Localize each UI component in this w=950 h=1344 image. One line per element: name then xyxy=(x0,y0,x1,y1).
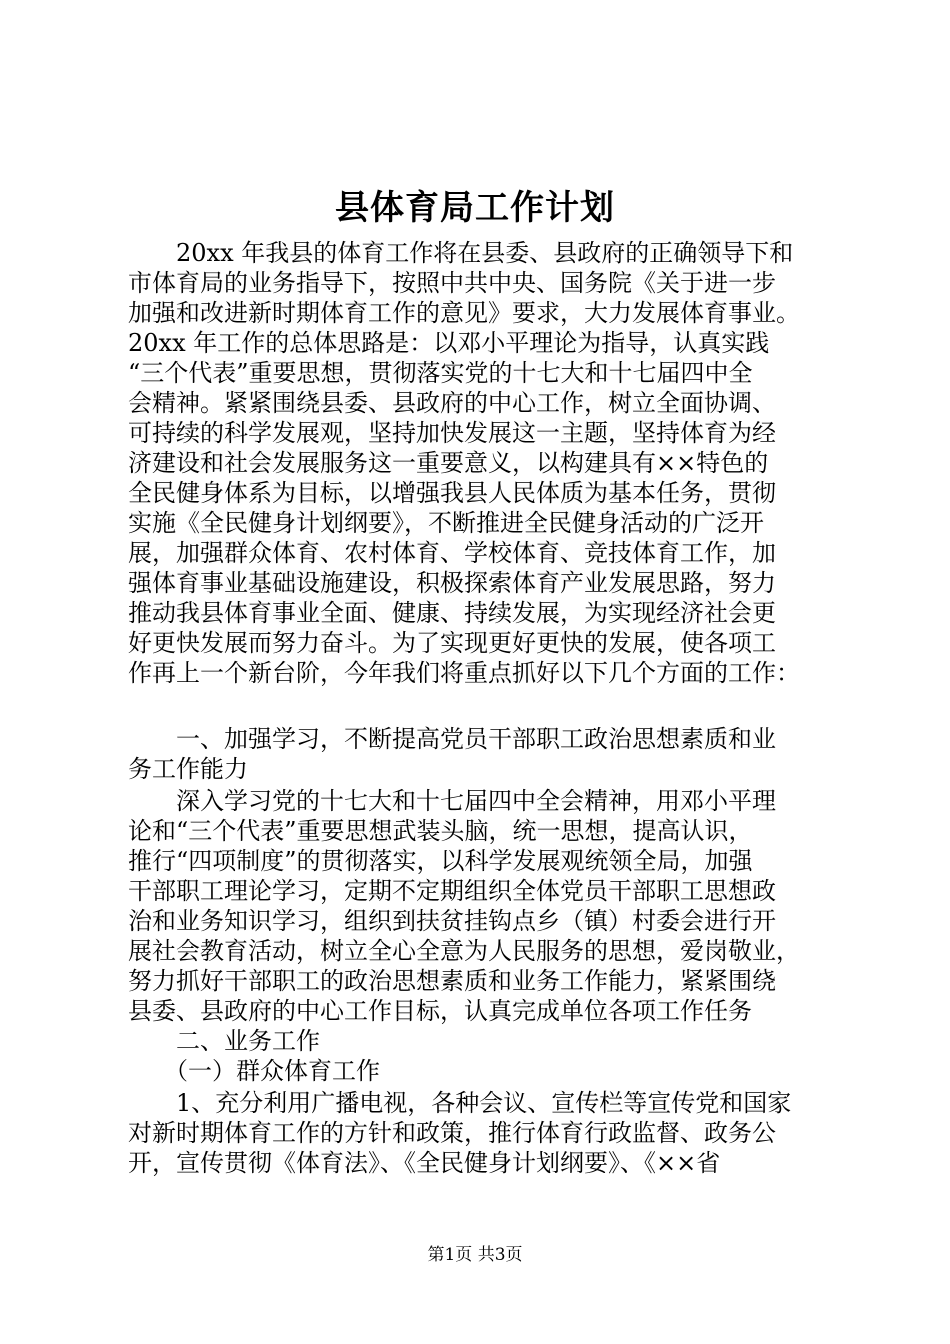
body-line: 好更快发展而努力奋斗。为了实现更好更快的发展，使各项工 xyxy=(128,629,776,657)
body-line: 20xx 年工作的总体思路是：以邓小平理论为指导，认真实践 xyxy=(128,329,770,357)
body-line: 努力抓好干部职工的政治思想素质和业务工作能力，紧紧围绕 xyxy=(128,967,776,995)
body-line: 治和业务知识学习，组织到扶贫挂钩点乡（镇）村委会进行开 xyxy=(128,907,776,935)
body-line: 论和“三个代表”重要思想武装头脑，统一思想，提高认识， xyxy=(128,817,753,845)
body-line: 加强和改进新时期体育工作的意见》要求，大力发展体育事业。 xyxy=(128,299,800,327)
body-line: 市体育局的业务指导下，按照中共中央、国务院《关于进一步 xyxy=(128,269,776,297)
body-line: 全民健身体系为目标，以增强我县人民体质为基本任务，贯彻 xyxy=(128,479,776,507)
body-line: 县委、县政府的中心工作目标，认真完成单位各项工作任务 xyxy=(128,997,752,1025)
body-line: 开，宣传贯彻《体育法》、《全民健身计划纲要》、《××省 xyxy=(128,1149,721,1177)
body-line: 可持续的科学发展观，坚持加快发展这一主题，坚持体育为经 xyxy=(128,419,776,447)
body-line: 20xx 年我县的体育工作将在县委、县政府的正确领导下和 xyxy=(128,239,794,267)
body-line: 实施《全民健身计划纲要》，不断推进全民健身活动的广泛开 xyxy=(128,509,764,537)
body-line: 推动我县体育事业全面、健康、持续发展，为实现经济社会更 xyxy=(128,599,776,627)
body-line: 会精神。紧紧围绕县委、县政府的中心工作，树立全面协调、 xyxy=(128,389,776,417)
body-line: 展，加强群众体育、农村体育、学校体育、竞技体育工作，加 xyxy=(128,539,776,567)
page-indicator: 第1页 共3页 xyxy=(427,1245,523,1265)
body-line: 展社会教育活动，树立全心全意为人民服务的思想，爱岗敬业， xyxy=(128,937,800,965)
body-line: 强体育事业基础设施建设，积极探索体育产业发展思路，努力 xyxy=(128,569,776,597)
section-heading: 务工作能力 xyxy=(128,755,248,783)
body-line: 对新时期体育工作的方针和政策，推行体育行政监督、政务公 xyxy=(128,1119,776,1147)
body-line: 济建设和社会发展服务这一重要意义，以构建具有××特色的 xyxy=(128,449,769,477)
subsection-heading: （一）群众体育工作 xyxy=(128,1057,380,1085)
document-title: 县体育局工作计划 xyxy=(335,188,615,228)
body-line: 干部职工理论学习，定期不定期组织全体党员干部职工思想政 xyxy=(128,877,776,905)
body-line: 推行“四项制度”的贯彻落实，以科学发展观统领全局，加强 xyxy=(128,847,753,875)
body-line: 作再上一个新台阶，今年我们将重点抓好以下几个方面的工作： xyxy=(128,659,800,687)
body-line: 深入学习党的十七大和十七届四中全会精神，用邓小平理 xyxy=(128,787,776,815)
section-heading: 二、业务工作 xyxy=(128,1027,320,1055)
section-heading: 一、加强学习，不断提高党员干部职工政治思想素质和业 xyxy=(128,725,776,753)
body-line: 1、充分利用广播电视，各种会议、宣传栏等宣传党和国家 xyxy=(128,1089,792,1117)
body-line: “三个代表”重要思想，贯彻落实党的十七大和十七届四中全 xyxy=(128,359,753,387)
